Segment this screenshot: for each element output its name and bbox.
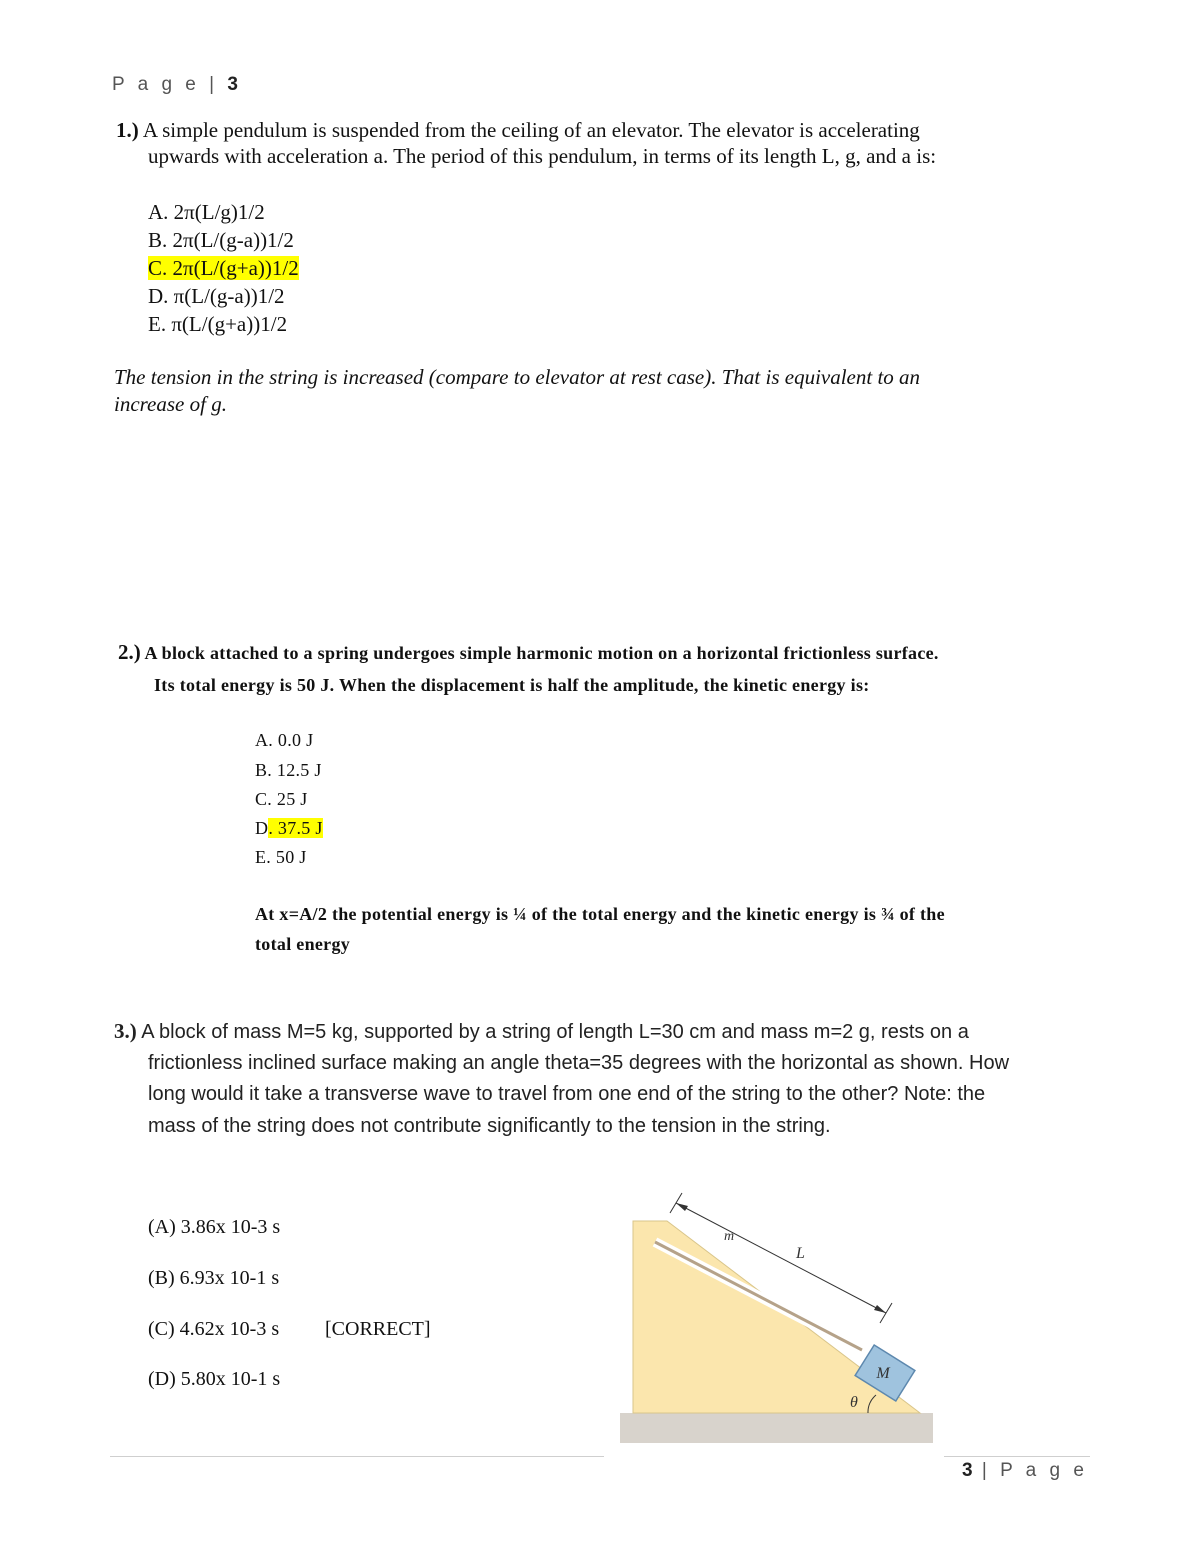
- q3-line1: [114, 1016, 969, 1048]
- q1-option-d: D. π(L/(g-a))1/2: [148, 284, 285, 308]
- label-theta: θ: [850, 1394, 858, 1411]
- q1-option-c: [148, 254, 299, 282]
- q3-text-line2: frictionless inclined surface making an angle theta=35 degrees with the horizontal as shown. How: [148, 1052, 1010, 1074]
- q1-option-b: B. 2π(L/(g-a))1/2: [148, 228, 294, 252]
- footer-separator: |: [981, 1460, 991, 1481]
- header-page-number: 3: [227, 74, 238, 95]
- q3-option-a: (A) 3.86x 10-3 s: [148, 1216, 281, 1238]
- q1-text-line1: A simple pendulum is suspended from the ceiling of an elevator. The elevator is accelerating: [138, 118, 920, 142]
- q2-text-line1: A block attached to a spring undergoes simple harmonic motion on a horizontal frictionless surface.: [140, 643, 939, 663]
- footer-label: P a g e: [1000, 1460, 1088, 1481]
- q3-correct-marker: [CORRECT]: [325, 1318, 431, 1340]
- q2-option-e: E. 50 J: [255, 847, 307, 867]
- header-separator: |: [209, 74, 219, 95]
- ground-surface: [620, 1413, 933, 1443]
- q2-option-d-highlight: . 37.5 J: [268, 818, 323, 838]
- inclined-plane-figure: [600, 1185, 945, 1445]
- q1-text-line2: upwards with acceleration a. The period of this pendulum, in terms of its length L, g, and a is:: [148, 144, 937, 168]
- q1-number: 1.): [116, 118, 139, 142]
- q3-text-line3: long would it take a transverse wave to travel from one end of the string to the other? Note: the: [148, 1083, 986, 1105]
- q3-number: 3.): [114, 1019, 137, 1043]
- q2-option-c: C. 25 J: [255, 789, 308, 809]
- page-footer: [962, 1460, 1088, 1482]
- q2-option-d: [255, 818, 323, 839]
- q2-explanation-line2: total energy: [255, 934, 351, 954]
- q2-number: 2.): [118, 640, 141, 664]
- label-m: m: [724, 1229, 735, 1244]
- q3-option-c: (C) 4.62x 10-3 s: [148, 1318, 280, 1340]
- q2-option-d-letter: D: [255, 818, 269, 838]
- q3-text-line1: A block of mass M=5 kg, supported by a string of length L=30 cm and mass m=2 g, rests on a: [136, 1021, 969, 1043]
- label-M: M: [876, 1365, 890, 1382]
- q3-text-line4: mass of the string does not contribute significantly to the tension in the string.: [148, 1115, 831, 1137]
- q1-option-a: A. 2π(L/g)1/2: [148, 200, 265, 224]
- arrowhead-left: [676, 1203, 688, 1211]
- q2-option-b: B. 12.5 J: [255, 760, 322, 780]
- q1-line1: [116, 117, 920, 143]
- arrowhead-right: [874, 1305, 886, 1313]
- page-header: [112, 74, 238, 96]
- q1-explanation-line1: The tension in the string is increased (compare to elevator at rest case). That is equivalent to an: [114, 365, 921, 389]
- footer-rule-left: [110, 1456, 604, 1457]
- label-L: L: [796, 1245, 805, 1262]
- footer-rule-right: [944, 1456, 1090, 1457]
- header-label: P a g e: [112, 74, 200, 95]
- q1-option-c-highlight: C. 2π(L/(g+a))1/2: [148, 256, 299, 280]
- q1-explanation-line2: increase of g.: [114, 392, 227, 416]
- q3-option-d: (D) 5.80x 10-1 s: [148, 1368, 281, 1390]
- q2-explanation-line1: At x=A/2 the potential energy is ¼ of the total energy and the kinetic energy is ¾ of the: [255, 904, 945, 924]
- q1-option-e: E. π(L/(g+a))1/2: [148, 312, 288, 336]
- q2-text-line2: Its total energy is 50 J. When the displacement is half the amplitude, the kinetic energy is:: [154, 675, 870, 695]
- q3-option-b: (B) 6.93x 10-1 s: [148, 1267, 280, 1289]
- q2-option-a: A. 0.0 J: [255, 730, 314, 750]
- q2-line1: [118, 640, 939, 665]
- footer-page-number: 3: [962, 1460, 973, 1481]
